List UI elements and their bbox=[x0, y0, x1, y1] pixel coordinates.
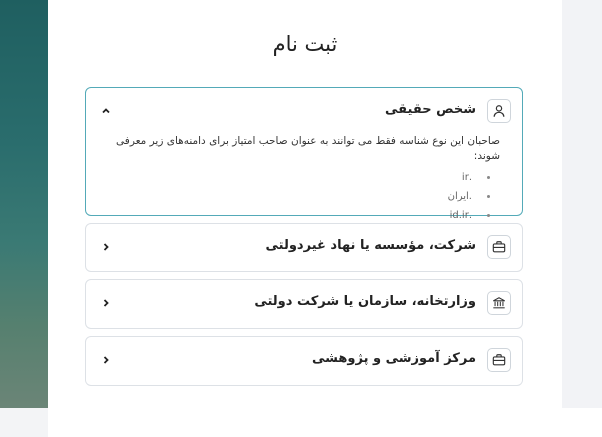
option-non-governmental[interactable] bbox=[85, 223, 523, 272]
chevron-right-icon[interactable] bbox=[100, 241, 112, 253]
option-governmental[interactable] bbox=[85, 279, 523, 329]
domain-list bbox=[100, 168, 500, 225]
background-image-left bbox=[0, 0, 50, 408]
background-bottom-right bbox=[562, 408, 602, 437]
option-educational-research[interactable] bbox=[85, 336, 523, 386]
chevron-right-icon[interactable] bbox=[100, 354, 112, 366]
option-natural-person[interactable] bbox=[85, 87, 523, 221]
option-header[interactable] bbox=[86, 280, 522, 328]
option-description: صاحبان این نوع شناسه فقط می توانند به عنوان صاحب امتیاز برای دامنه‌های زیر معرفی شوند: bbox=[116, 135, 500, 162]
option-label: وزارتخانه، سازمان یا شرکت دولتی bbox=[254, 294, 476, 309]
user-icon bbox=[487, 99, 511, 123]
option-header[interactable] bbox=[86, 88, 522, 136]
background-right bbox=[562, 0, 602, 408]
briefcase-icon bbox=[487, 348, 511, 372]
option-header[interactable] bbox=[86, 337, 522, 385]
list-item: .ایران bbox=[100, 187, 472, 206]
option-label: مرکز آموزشی و پژوهشی bbox=[312, 351, 476, 366]
list-item: .id.ir bbox=[100, 206, 472, 225]
chevron-right-icon[interactable] bbox=[100, 297, 112, 309]
briefcase-icon bbox=[487, 235, 511, 259]
page-title: ثبت نام bbox=[272, 32, 338, 56]
list-item: .ir bbox=[100, 168, 472, 187]
option-label: شخص حقیقی bbox=[385, 102, 476, 117]
option-header[interactable] bbox=[86, 224, 522, 272]
option-label: شرکت، مؤسسه یا نهاد غیردولتی bbox=[265, 238, 476, 253]
background-bottom-left bbox=[0, 408, 50, 437]
bank-icon bbox=[487, 291, 511, 315]
chevron-up-icon[interactable] bbox=[100, 105, 112, 117]
option-body bbox=[86, 134, 522, 237]
registration-card bbox=[48, 0, 562, 437]
